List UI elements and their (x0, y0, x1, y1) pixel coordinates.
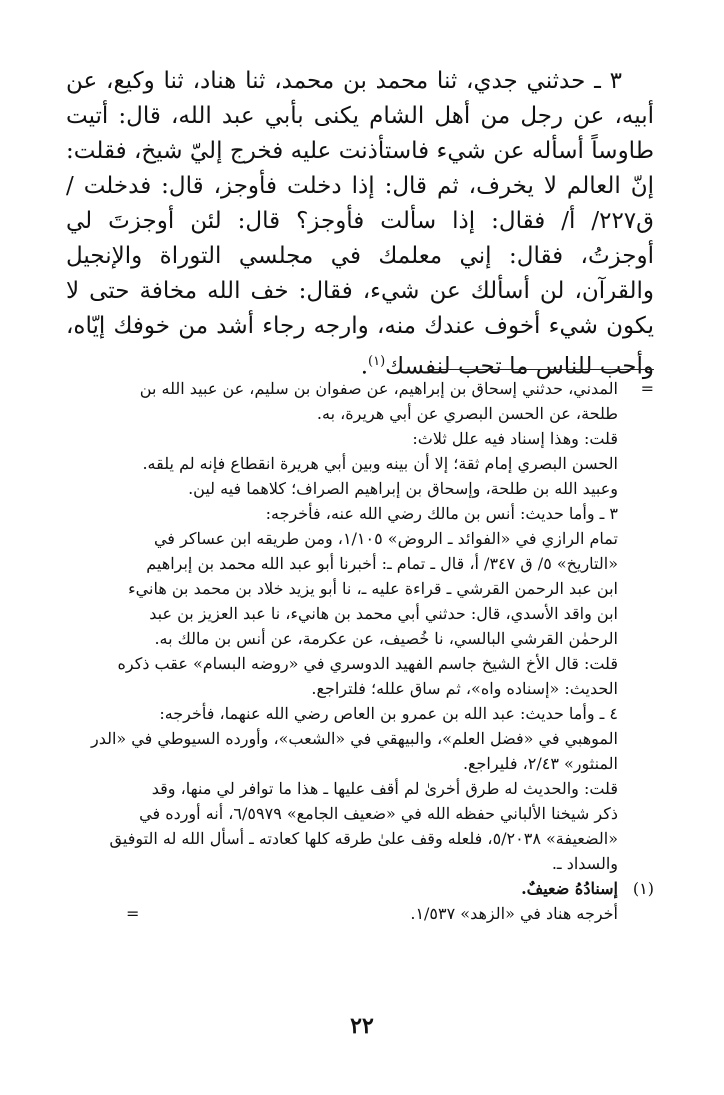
footnotes-section (66, 376, 654, 926)
footnote-line: ابن عبد الرحمن القرشي ـ قراءة عليه ـ، نا أبو يزيد خلاد بن محمد بن هانيء (128, 579, 618, 598)
footnote-line: أخرجه هناد في «الزهد» ١/٥٣٧. (410, 904, 618, 923)
main-line: العالم لا يخرف، ثم قال: إذا دخلت فأوجز، قال: فدخلت /ق٢٢٧/ (66, 173, 655, 234)
footnote-line: قلت: قال الأخ الشيخ جاسم الفهيد الدوسري في «روضه البسام» عقب ذكره (117, 654, 618, 673)
main-line: إني معلمك في مجلسي التوراة والإنجيل والقرآن، لن أسألك عن (66, 243, 654, 304)
footnote-reference: (١) (368, 354, 386, 369)
main-line: أ/ فقال: إذا سألت فأوجز؟ قال: لئن أوجزتَ لي أوجزتُ، فقال: (66, 208, 655, 269)
footnote-line: «التاريخ» ٥/ ق ٣٤٧/ أ، قال ـ تمام ـ: أخبرنا أبو عبد الله محمد بن إبراهيم (146, 554, 618, 573)
main-line: ٣ ـ حدثني جدي، ثنا محمد بن محمد، ثنا هناد، ثنا وكيع، (106, 68, 622, 94)
footnote-line: الرحمٰن القرشي البالسي، نا خُصيف، عن عكرمة، عن أنس بن مالك به. (154, 629, 618, 648)
footnote-number: (١) (632, 879, 654, 898)
main-paragraph (66, 64, 654, 385)
footnote-line: «الضعيفة» ٥/٢٠٣٨، فلعله وقف علىٰ طرقه كلها كعادته ـ أسأل الله له التوفيق (109, 829, 618, 848)
footnote-line: تمام الرازي في «الفوائد ـ الروض» ١/١٠٥، ومن طريقه ابن عساكر في (153, 529, 618, 548)
footnote-line: ٣ ـ وأما حديث: أنس بن مالك رضي الله عنه، فأخرجه: (265, 504, 618, 523)
main-line: عن أبيه، عن رجل من أهل الشام يكنى بأبي عبد الله، قال: أتيت (66, 68, 654, 129)
footnote-1 (66, 876, 654, 926)
footnote-divider (430, 369, 654, 370)
footnote-line: ٤ ـ وأما حديث: عبد الله بن عمرو بن العاص رضي الله عنهما، فأخرجه: (159, 704, 618, 723)
footnote-line: قلت: وهذا إسناد فيه علل ثلاث: (412, 429, 618, 448)
main-line: طاوساً أسأله عن شيء فاستأذنت عليه فخرج إليّ شيخ، فقلت: إنّ (66, 138, 654, 199)
footnote-line: الحديث: «إسناده واه»، ثم ساق علله؛ فلتراجع. (311, 679, 618, 698)
footnote-line: المدني، حدثني إسحاق بن إبراهيم، عن صفوان بن سليم، عن عبيد الله بن (139, 379, 618, 398)
page-number: ٢٢ (350, 1013, 374, 1039)
footnote-continuation (66, 376, 654, 876)
footnote-line: المنثور» ٢/٤٣، فليراجع. (462, 754, 618, 773)
continuation-marker: = (640, 379, 654, 398)
main-line: شيء، فقال: خف الله مخافة حتى لا يكون شيء أخوف عندك منه، (66, 278, 655, 339)
footnote-line: الموهبي في «فضل العلم»، والبيهقي في «الشعب»، وأورده السيوطي في «الدر (90, 729, 618, 748)
footnote-line: ذكر شيخنا الألباني حفظه الله في «ضعيف الجامع» ٦/٥٩٧٩، أنه أورده في (139, 804, 618, 823)
footnote-line: ابن واقد الأسدي، قال: حدثني أبي محمد بن هانيء، نا عبد العزيز بن عبد (149, 604, 618, 623)
footnote-line: قلت: والحديث له طرق أخرىٰ لم أقف عليها ـ هذا ما توافر لي منها، وقد (151, 779, 618, 798)
footnote-line: والسداد ـ. (551, 854, 618, 873)
end-mark: . (360, 353, 369, 380)
footnote-line: الحسن البصري إمام ثقة؛ إلا أن بينه وبين أبي هريرة انقطاع فإنه لم يلقه. (142, 454, 618, 473)
main-line: وارجه رجاء أشد من خوفك إيّاه، وأحب للناس ما تحب لنفسك (66, 313, 654, 380)
continuation-marker-bottom: = (126, 904, 140, 923)
footnote-heading: إسنادُهُ ضعيفٌ. (521, 879, 618, 898)
footnote-line: وعبيد الله بن طلحة، وإسحاق بن إبراهيم الصراف؛ كلاهما فيه لين. (188, 479, 618, 498)
main-text (66, 64, 654, 385)
footnote-line: طلحة، عن الحسن البصري عن أبي هريرة، به. (316, 404, 618, 423)
